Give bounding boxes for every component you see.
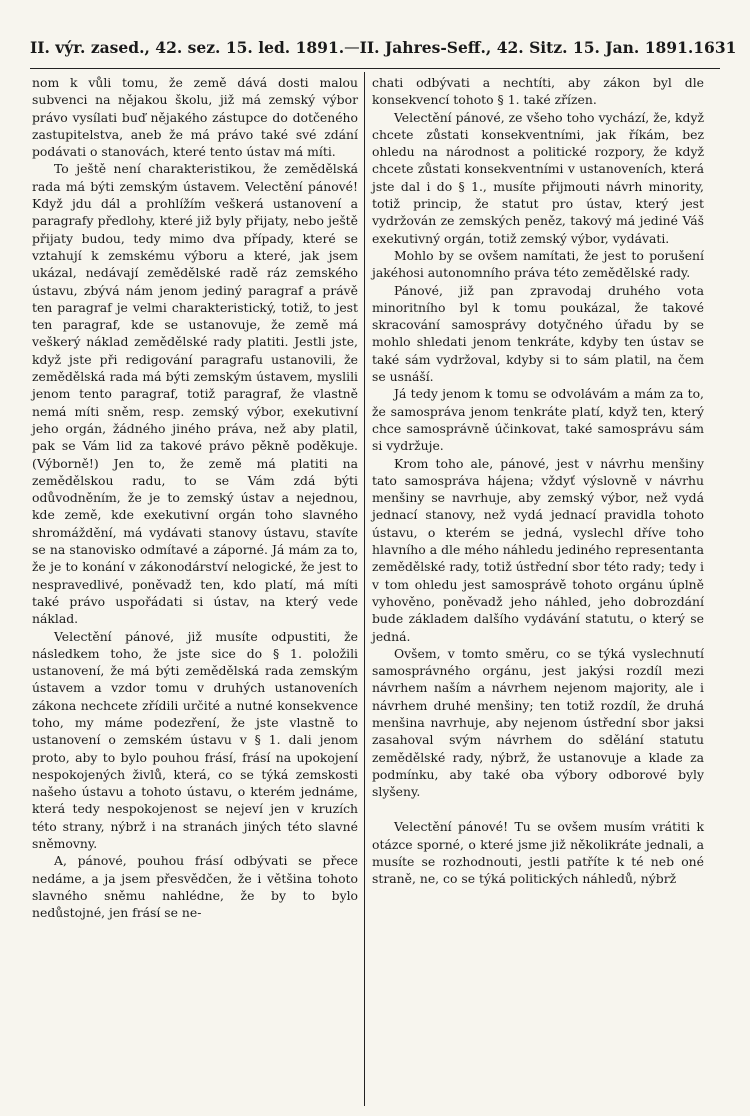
paragraph: chati odbývati a nechtíti, aby zákon byl dle konsekvencí tohoto § 1. také zřízen. (372, 75, 704, 108)
column-divider (364, 72, 365, 1106)
header-left: II. výr. zased., 42. sez. 15. led. 1891. (30, 38, 345, 57)
paragraph: Pánové, již pan zpravodaj druhého vota minoritního byl k tomu poukázal, že takové skracování samosprávy dotyčného úřadu by se mohlo shledati jenom tenkráte, kdyby ten ústav se také sám vydržoval, kdyby si to sám platil, na čem se usnáší. (372, 282, 704, 385)
header-rule (30, 68, 720, 69)
paragraph: Ovšem, v tomto směru, co se týká vyslechnutí samosprávného orgánu, jest jakýsi rozdíl mezi návrhem naším a návrhem nejenom majority, ale i návrhem druhé menšiny; ten totiž rozdíl, že druhá menšina navrhuje, aby nejenom ústřední sbor jaksi zasahoval svým návrhem do sdělání statutu zemědělské rady, nýbrž, že ustanovuje a klade za podmínku, aby také oba výbory odborové byly slyšeny. (372, 645, 704, 800)
paragraph: Mohlo by se ovšem namítati, že jest to porušení jakéhosi autonomního práva této zemědělské rady. (372, 247, 704, 281)
paragraph: A, pánové, pouhou frásí odbývati se přece nedáme, a ja jsem přesvědčen, že i většina tohoto slavného sněmu nahlédne, že by to bylo nedůstojné, jen frásí se ne- (32, 853, 358, 921)
page-number: 1631 (693, 38, 737, 57)
header-dash: — (344, 38, 360, 56)
paragraph: Já tedy jenom k tomu se odvolávám a mám za to, že samospráva jenom tenkráte platí, když ten, který chce samosprávně účinkovat, také samosprávu sám si vydržuje. (372, 386, 704, 454)
right-column (372, 74, 704, 888)
paragraph: To ještě není charakteristikou, že zemědělská rada má býti zemským ústavem. Velectění pánové! Když jdu dál a prohlížím veškerá ustanovení a paragrafy předlohy, které již byly přijaty, nebo ještě přijaty budou, tedy mimo dva případy, které se vztahují k zemskému výboru a které, jak jsem ukázal, nedávají zemědělské radě ráz zemského ústavu, zbývá nám jenom jediný paragraf a právě ten paragraf je velmi charakteristický, totiž, to jest ten paragraf, kde se ustanovuje, že země má veškerý náklad zemědělské rady platiti. Jestli jste, když jste při redigování paragrafu ustanovili, že zemědělská rada má býti zemským ústavem, myslili jenom tento paragraf, totiž paragraf, že vlastně nemá míti sněm, resp. zemský výbor, exekutivní jeho orgán, žádného jiného práva, než aby platil, pak se Vám lid za takové právo pěkně poděkuje. (Výborně!) Jen to, že země má platiti na zemědělskou radu, to se Vám zdá býti odůvodněním, že je to zemský ústav a nejednou, kde země, kde exekutivní orgán toho slavného shromáždění, má vydávati stanovy ústavu, stavíte se na stanovisko odmítavé a záporné. Já mám za to, že je to konání v zákonodárství nelogické, že jest to nespravedlivé, poněvadž ten, kdo platí, má míti také právo uspořádati si ústav, na který vede náklad. (32, 161, 358, 627)
paragraph: Velectění pánové, již musíte odpustiti, že následkem toho, že jste sice do § 1. položili ustanovení, že má býti zemědělská rada zemským ústavem a vzdor tomu v druhých ustanoveních zákona nechcete zřídili určité a nutné konsekvence toho, my máme podezření, že jste vlastně to ustanovení o zemském ústavu v § 1. dali jenom proto, aby to bylo pouhou frásí, frásí na upokojení nespokojených živlů, která, co se týká zemskosti našeho ústavu a tohoto ústavu, o kterém jednáme, která tedy nespokojenost se nejeví jen v kruzích této strany, nýbrž i na stranách jiných této slavné sněmovny. (32, 628, 358, 852)
paragraph: Velectění pánové, ze všeho toho vychází, že, když chcete zůstati konsekventními, jak říkám, bez ohledu na národnost a politické rozpory, že když chcete zůstati konsekventními v ustanoveních, která jste dal i do § 1., musíte přijmouti návrh minority, totiž princip, že statut pro ústav, který jest vydržován ze zemských peněz, takový má jediné Váš exekutivný orgán, totiž zemský výbor, vydávati. (372, 109, 704, 246)
paragraph: nom k vůli tomu, že země dává dosti malou subvenci na nějakou školu, již má zemský výbor právo vysílati buď nějakého zástupce do dotčeného zastupitelstva, aneb že má právo také své zdání podávati o stanovách, které tento ústav má míti. (32, 75, 358, 160)
paragraph: Velectění pánové! Tu se ovšem musím vrátiti k otázce sporné, o které jsme již několikráte jednali, a musíte se rozhodnouti, jestli patříte k té neb oné straně, ne, co se týká politických náhledů, nýbrž (372, 819, 704, 887)
left-column (32, 74, 358, 922)
paragraph: Krom toho ale, pánové, jest v návrhu menšiny tato samospráva hájena; vždyť výslovně v návrhu menšiny se navrhuje, aby zemský výbor, než vydá jednací stanovy, než vydá jednací pravidla tohoto ústavu, o kterém se jedná, vyslechl dříve toho hlavního a dle mého náhledu jediného representanta zemědělské rady, totiž ústřední sbor této rady; tedy i v tom ohledu jest samosprávě tohoto orgánu úplně vyhověno, poněvadž jeho náhled, jeho dobrozdání bude základem dalšího vydávání statutu, o který se jedná. (372, 455, 704, 644)
running-header (30, 38, 737, 57)
header-right: II. Jahres-Seff., 42. Sitz. 15. Jan. 1891. (359, 38, 694, 57)
